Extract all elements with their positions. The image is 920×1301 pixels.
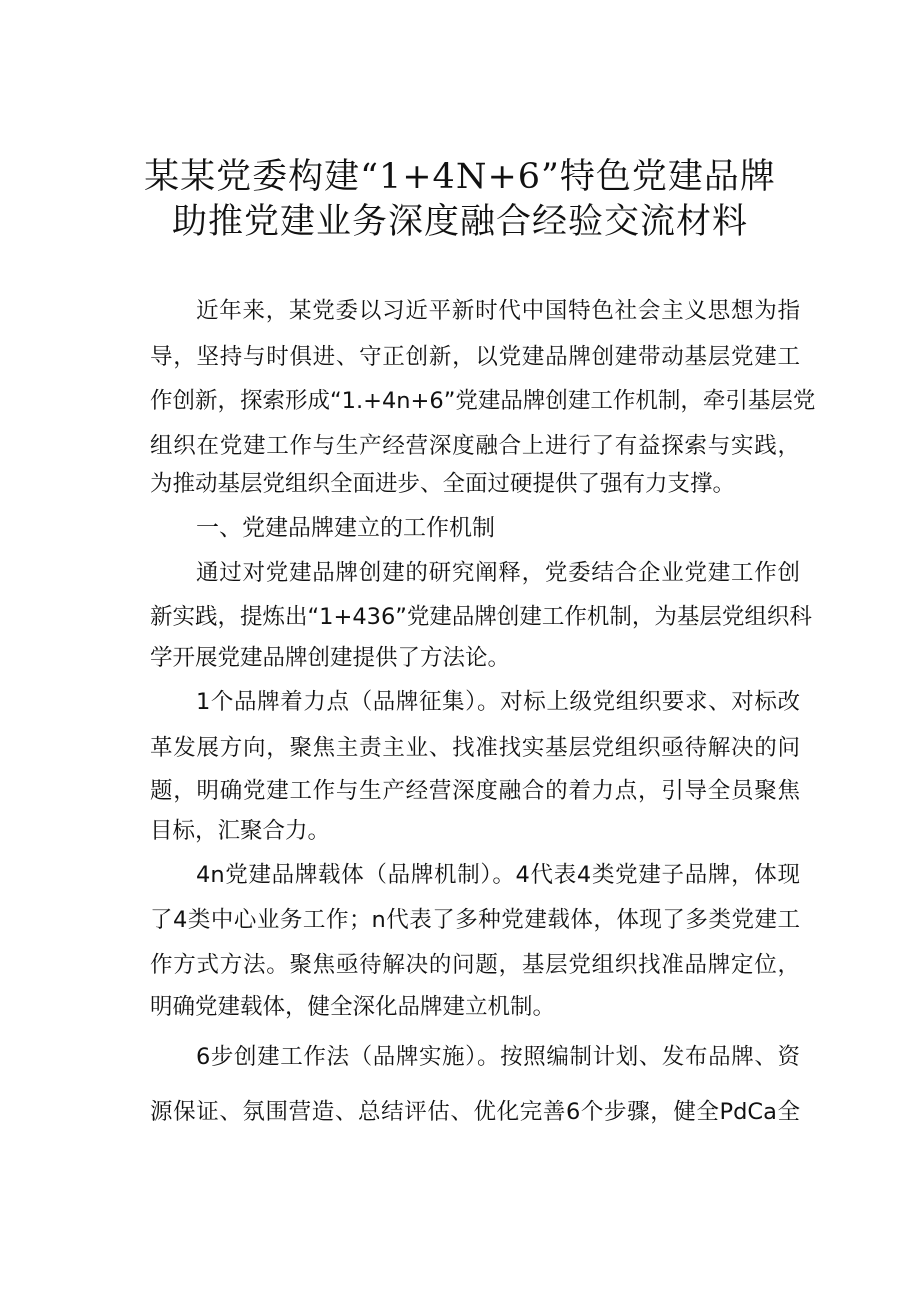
paragraph-2-line-3: 学开展党建品牌创建提供了方法论。 [150, 645, 511, 671]
paragraph-3-line-2: 革发展方向，聚焦主责主业、找准找实基层党组织亟待解决的问 [150, 735, 800, 761]
paragraph-1-line-2: 导，坚持与时俱进、守正创新，以党建品牌创建带动基层党建工 [150, 344, 800, 370]
section-heading-1: 一、党建品牌建立的工作机制 [196, 515, 495, 541]
paragraph-3-line-3: 题，明确党建工作与生产经营深度融合的着力点，引导全员聚焦 [150, 778, 800, 804]
paragraph-1-line-5: 为推动基层党组织全面进步、全面过硬提供了强有力支撑。 [150, 471, 736, 497]
paragraph-3-line-4: 目标，汇聚合力。 [150, 818, 331, 844]
paragraph-4-line-3: 作方式方法。聚焦亟待解决的问题，基层党组织找准品牌定位， [150, 952, 800, 978]
paragraph-4-line-1: 4n党建品牌载体（品牌机制）。4代表4类党建子品牌，体现 [196, 862, 800, 888]
paragraph-5-line-1: 6步创建工作法（品牌实施）。按照编制计划、发布品牌、资 [196, 1044, 800, 1070]
paragraph-5-line-2: 源保证、氛围营造、总结评估、优化完善6个步骤，健全PdCa全 [150, 1099, 800, 1125]
paragraph-1-line-3: 作创新，探索形成“1.+4n+6”党建品牌创建工作机制，牵引基层党 [150, 388, 816, 414]
paragraph-4-line-2: 了4类中心业务工作；n代表了多种党建载体，体现了多类党建工 [150, 907, 800, 933]
paragraph-1-line-4: 组织在党建工作与生产经营深度融合上进行了有益探索与实践， [150, 433, 800, 459]
paragraph-1-line-1: 近年来，某党委以习近平新时代中国特色社会主义思想为指 [196, 298, 800, 324]
document-title-line-2: 助推党建业务深度融合经验交流材料 [171, 202, 748, 242]
document-title-line-1: 某某党委构建“1+4N+6”特色党建品牌 [144, 157, 776, 197]
paragraph-2-line-1: 通过对党建品牌创建的研究阐释，党委结合企业党建工作创 [196, 560, 800, 586]
paragraph-2-line-2: 新实践，提炼出“1+436”党建品牌创建工作机制，为基层党组织科 [150, 604, 812, 630]
paragraph-3-line-1: 1个品牌着力点（品牌征集）。对标上级党组织要求、对标改 [196, 689, 800, 715]
paragraph-4-line-4: 明确党建载体，健全深化品牌建立机制。 [150, 994, 556, 1020]
